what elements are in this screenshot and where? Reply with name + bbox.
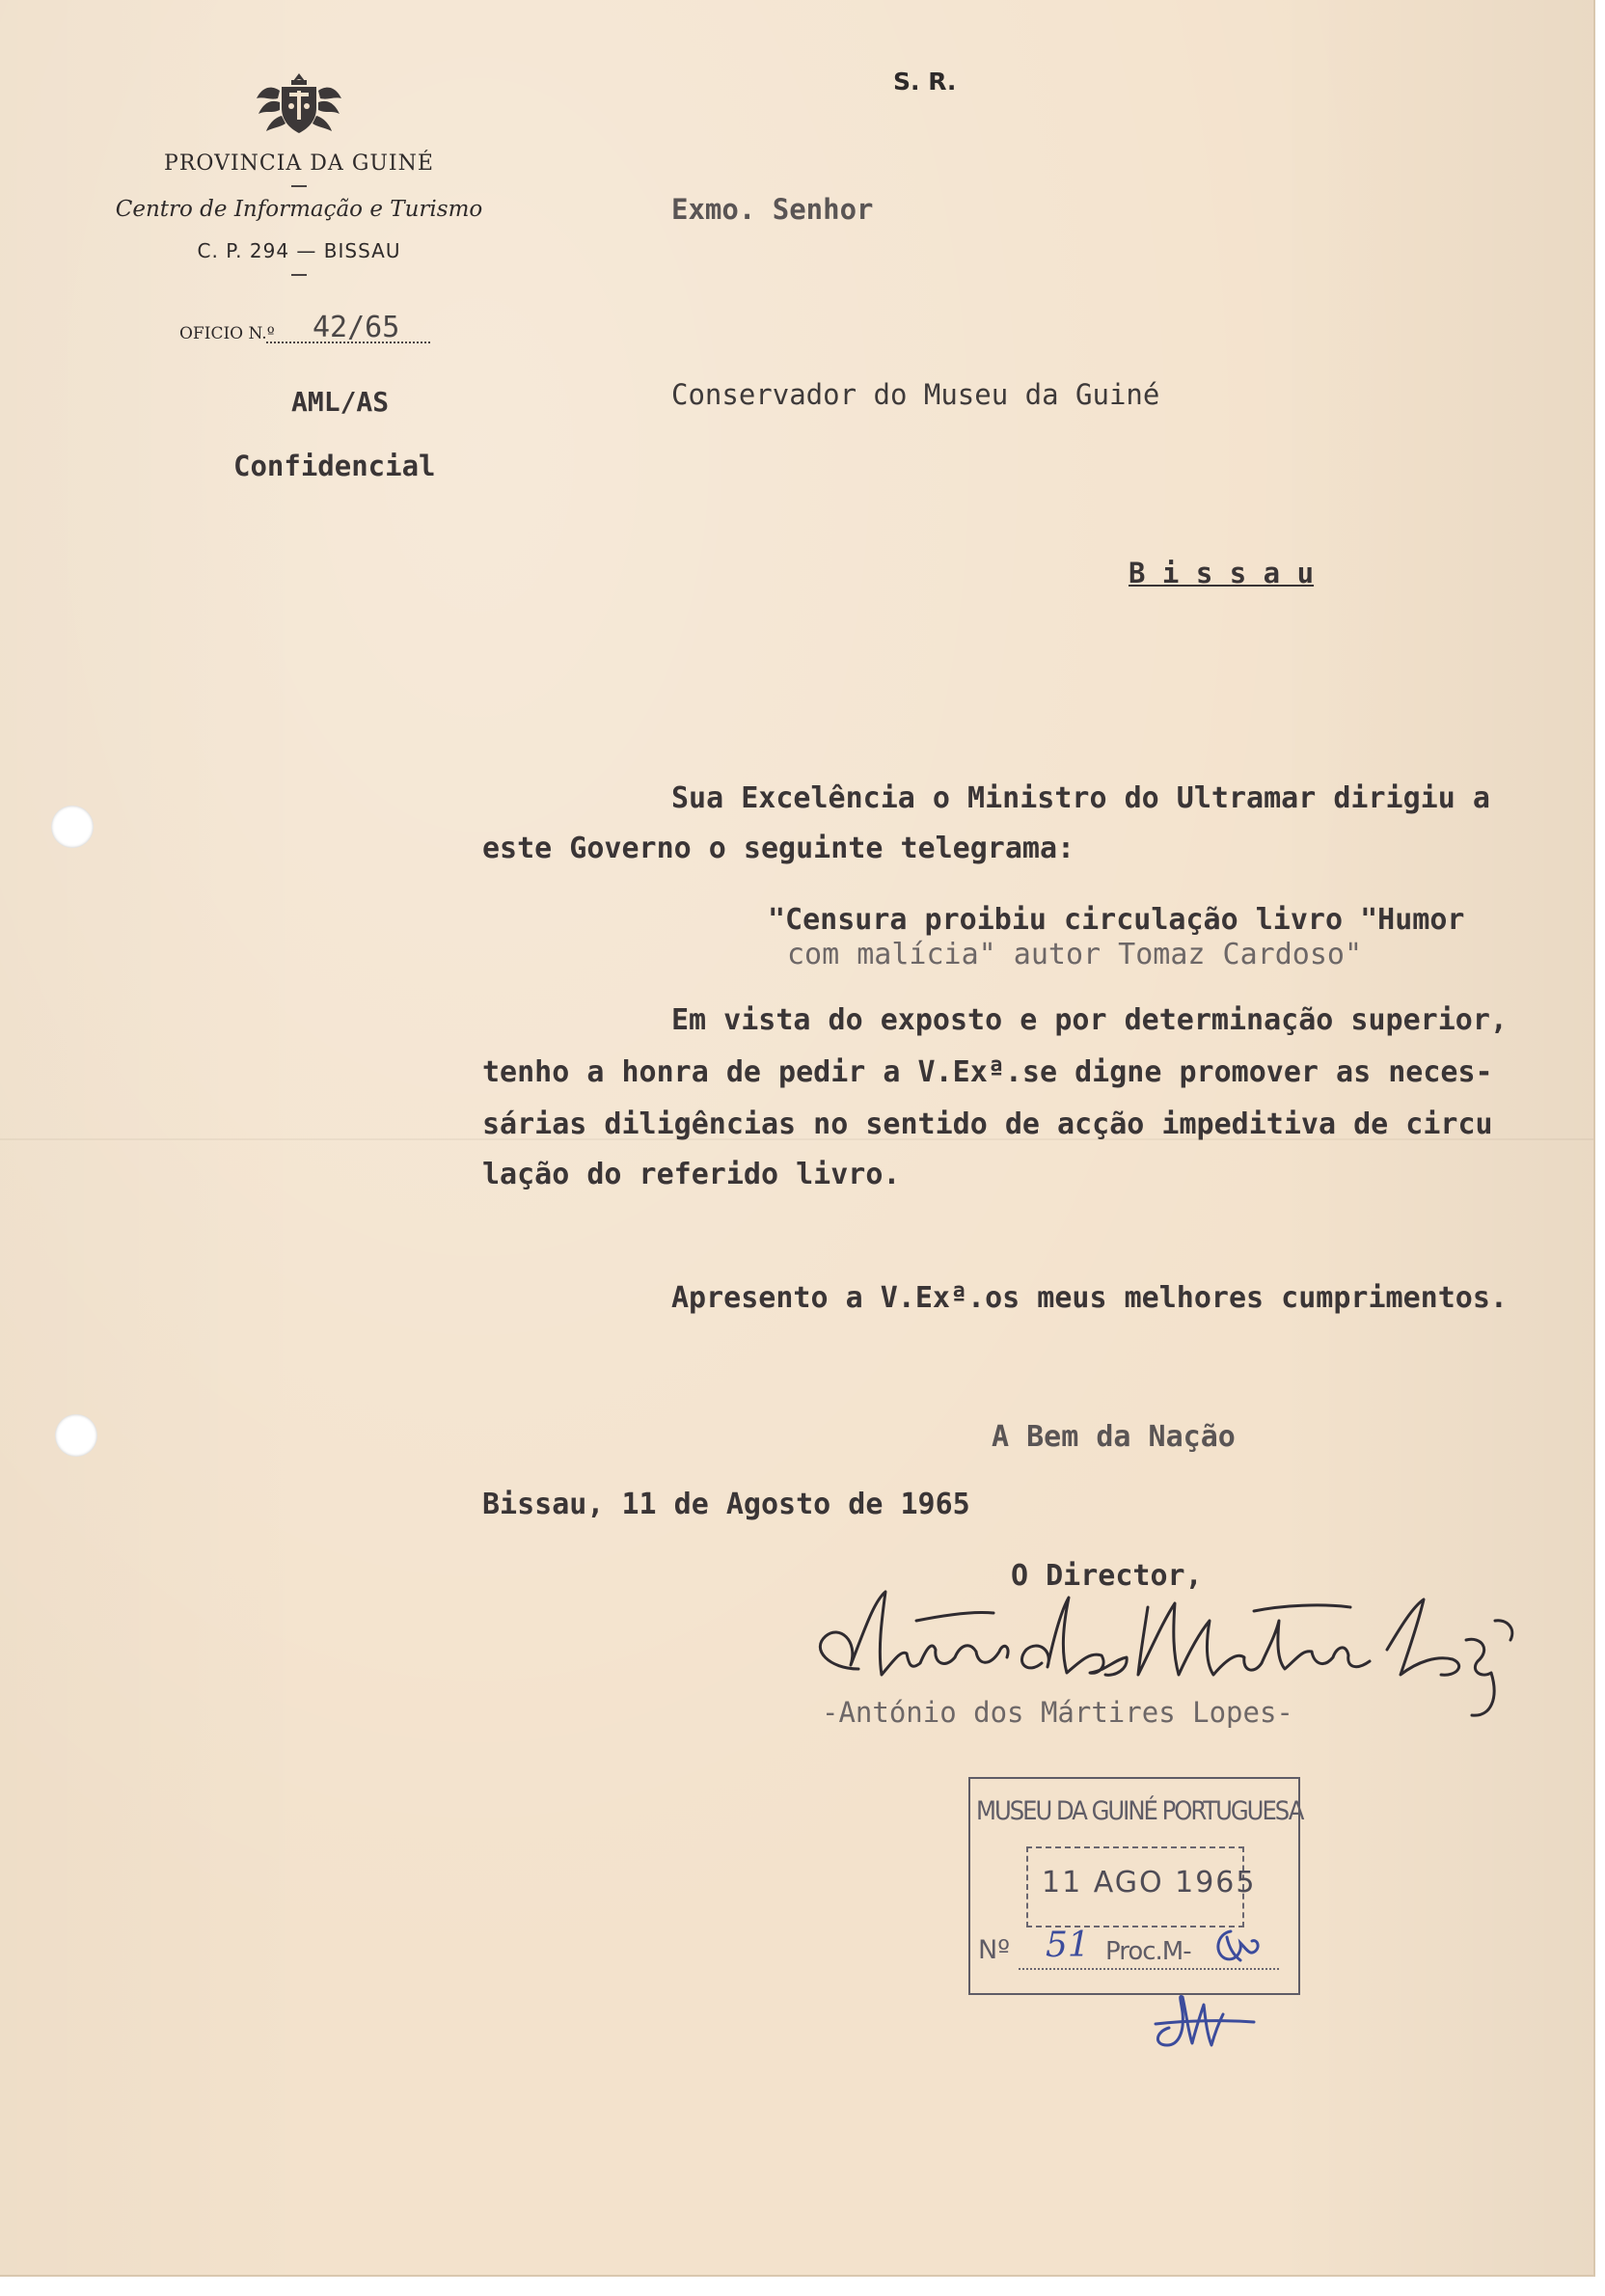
coat-of-arms-emblem bbox=[253, 69, 345, 139]
telegram-quote-line-1: "Censura proibiu circulação livro "Humor bbox=[768, 903, 1465, 937]
stamp-number-label: Nº bbox=[978, 1935, 1010, 1965]
body-line-3: Em vista do exposto e por determinação superior, bbox=[671, 1003, 1508, 1037]
punch-hole-bottom bbox=[55, 1414, 97, 1457]
stamp-pen-annotation bbox=[1208, 1924, 1265, 1968]
date-line: Bissau, 11 de Agosto de 1965 bbox=[482, 1488, 970, 1521]
salutation: Exmo. Senhor bbox=[671, 193, 874, 226]
signatory-name: -António dos Mártires Lopes- bbox=[822, 1696, 1293, 1729]
motto: A Bem da Nação bbox=[992, 1420, 1236, 1454]
signatory-title: O Director, bbox=[1011, 1559, 1203, 1593]
blue-initials-mark bbox=[1150, 1989, 1258, 2057]
body-line-4: tenho a honra de pedir a V.Exª.se digne promover as neces- bbox=[482, 1055, 1493, 1089]
punch-hole-top bbox=[51, 806, 94, 848]
stamp-date: 11 AGO 1965 bbox=[1042, 1866, 1257, 1900]
body-line-5: sárias diligências no sentido de acção impeditiva de circu bbox=[482, 1107, 1493, 1141]
letterhead-address: C. P. 294 — BISSAU bbox=[197, 239, 401, 262]
classification: Confidencial bbox=[233, 450, 436, 482]
stamp-header: MUSEU DA GUINÉ PORTUGUESA bbox=[976, 1796, 1303, 1826]
letterhead-divider bbox=[291, 185, 307, 187]
body-line-1: Sua Excelência o Ministro do Ultramar dirigiu a bbox=[671, 781, 1490, 815]
addressee-title: Conservador do Museu da Guiné bbox=[671, 378, 1160, 411]
body-line-6: lação do referido livro. bbox=[482, 1158, 901, 1191]
telegram-quote-line-2: com malícia" autor Tomaz Cardoso" bbox=[787, 938, 1363, 971]
body-line-2: este Governo o seguinte telegrama: bbox=[482, 832, 1075, 865]
letterhead-province: PROVINCIA DA GUINÉ bbox=[164, 151, 434, 176]
letterhead-divider-2 bbox=[291, 274, 307, 276]
stamp-proc-label: Proc.M- bbox=[1105, 1937, 1191, 1966]
oficio-number: 42/65 bbox=[313, 311, 400, 344]
letterhead-office: Centro de Informação e Turismo bbox=[115, 197, 483, 222]
oficio-label: OFICIO N.º bbox=[179, 324, 275, 343]
stamp-number-line bbox=[1019, 1968, 1279, 1970]
stamp-number-value: 51 bbox=[1046, 1926, 1090, 1965]
reference-code: AML/AS bbox=[291, 386, 390, 418]
closing-line: Apresento a V.Exª.os meus melhores cumprimentos. bbox=[671, 1281, 1508, 1315]
security-mark: S. R. bbox=[893, 68, 957, 96]
addressee-city: B i s s a u bbox=[1129, 557, 1315, 589]
